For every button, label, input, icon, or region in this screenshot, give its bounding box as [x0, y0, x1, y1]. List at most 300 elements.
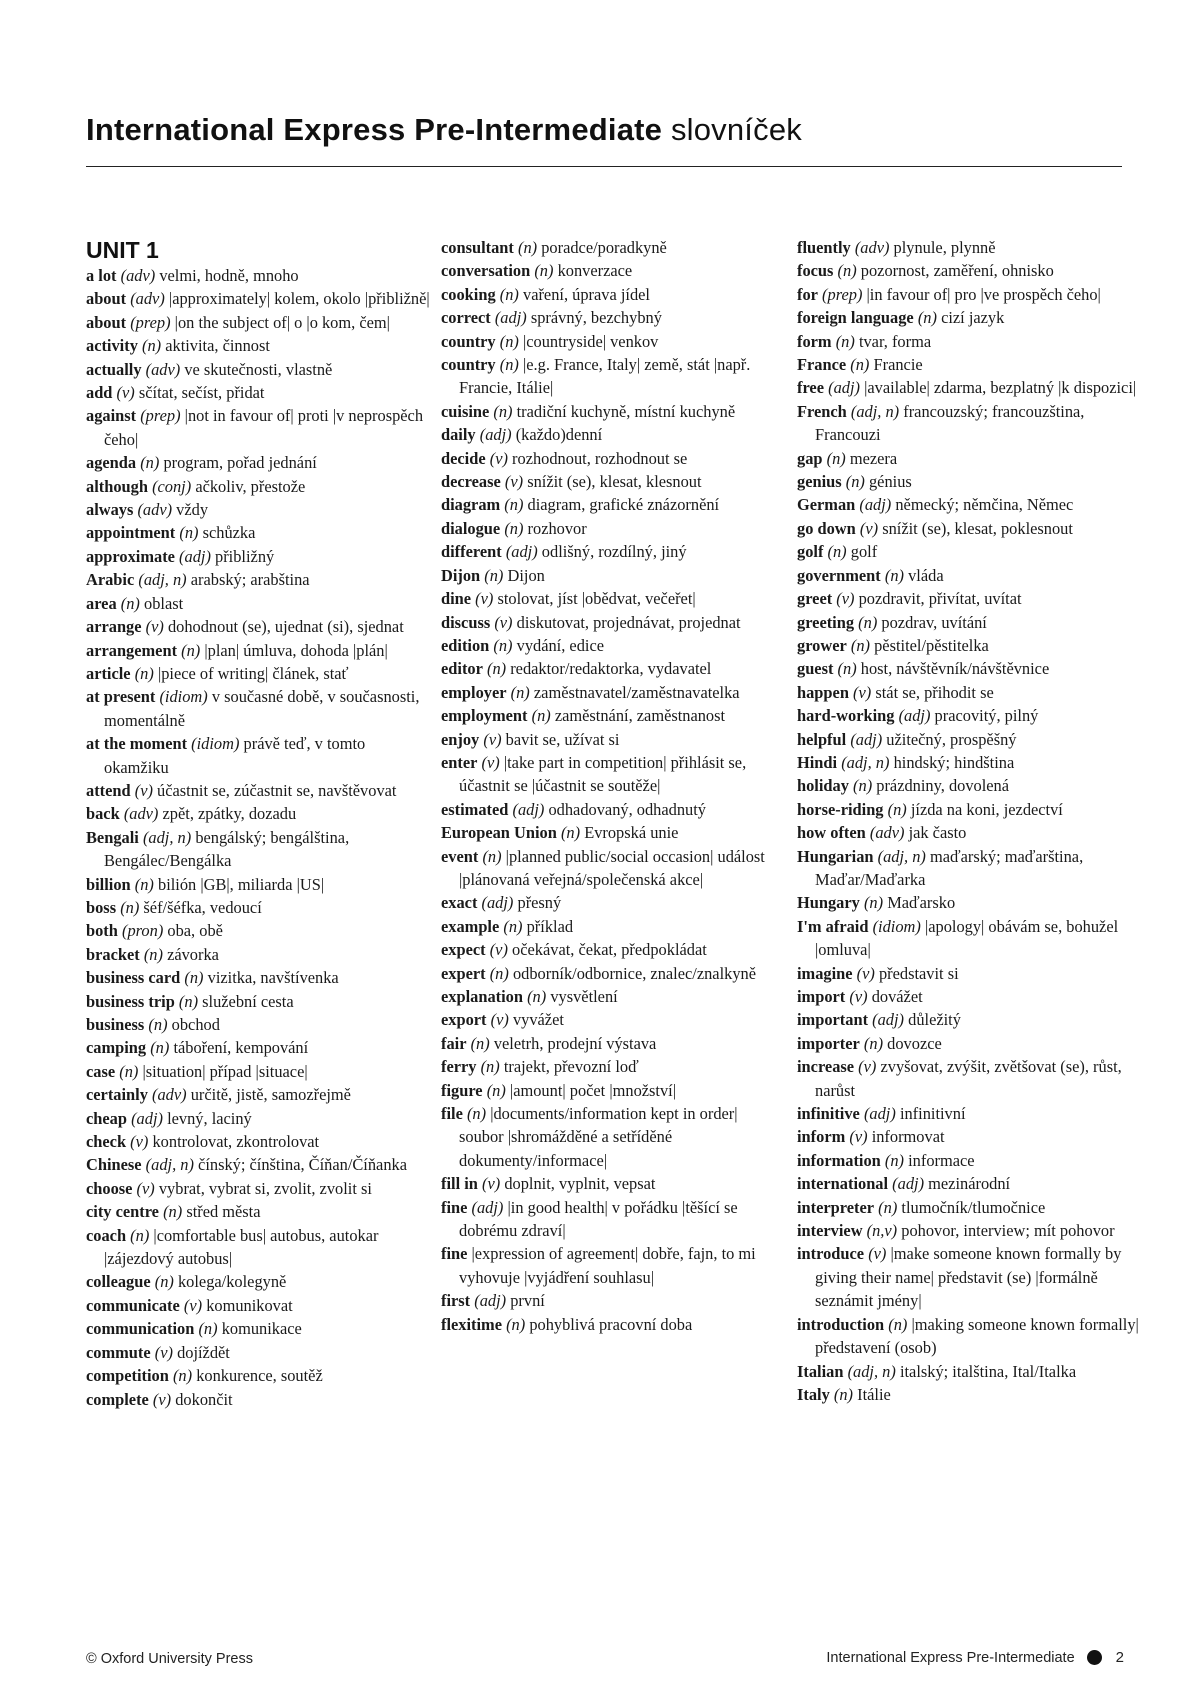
glossary-entry: [86, 826, 431, 873]
entry-part-of-speech: (adj): [898, 706, 931, 726]
glossary-entry: [797, 1313, 1142, 1360]
entry-headword: decrease: [441, 472, 501, 492]
entry-translation: oba, obě: [167, 921, 223, 941]
entry-translation: dokončit: [175, 1389, 233, 1409]
entry-part-of-speech: (n): [120, 897, 140, 917]
entry-headword: flexitime: [441, 1314, 502, 1334]
entry-part-of-speech: (n): [480, 1057, 500, 1077]
entry-headword: a lot: [86, 266, 117, 285]
entry-part-of-speech: (adv): [120, 266, 156, 285]
glossary-entry: [86, 990, 431, 1013]
entry-headword: horse-riding: [797, 799, 884, 819]
entry-translation: očekávat, čekat, předpokládat: [512, 940, 707, 960]
entry-part-of-speech: (n): [154, 1272, 174, 1292]
entry-translation: Francie: [873, 355, 923, 375]
glossary-entry: [797, 493, 1142, 516]
entry-translation: v současné době, v současnosti, momentálně: [104, 687, 420, 730]
entry-part-of-speech: (adj): [479, 425, 512, 445]
glossary-entry: [441, 821, 786, 844]
entry-headword: correct: [441, 308, 491, 328]
entry-headword: go down: [797, 518, 856, 538]
glossary-entry: [86, 521, 431, 544]
glossary-entry: [441, 1196, 786, 1243]
entry-part-of-speech: (n): [510, 682, 530, 702]
entry-translation: snížit (se), klesat, klesnout: [527, 472, 702, 492]
entry-translation: vyvážet: [512, 1010, 564, 1030]
entry-part-of-speech: (n): [833, 1384, 854, 1404]
entry-translation: odlišný, rozdílný, jiný: [541, 542, 687, 562]
entry-part-of-speech: (n): [863, 893, 884, 913]
entry-part-of-speech: (v): [482, 1174, 501, 1194]
entry-translation: pozdravit, přivítat, uvítat: [858, 589, 1022, 609]
entry-part-of-speech: (n): [486, 659, 507, 679]
entry-headword: expert: [441, 963, 486, 983]
entry-part-of-speech: (n): [878, 1197, 898, 1217]
entry-translation: rozhovor: [527, 518, 587, 538]
glossary-entry: [86, 1224, 431, 1271]
entry-translation: dojíždět: [177, 1342, 230, 1362]
entry-headword: billion: [86, 874, 131, 894]
entry-part-of-speech: (v): [504, 472, 524, 492]
entry-part-of-speech: (v): [145, 617, 164, 637]
entry-headword: inform: [797, 1127, 846, 1147]
entry-translation: vaření, úprava jídel: [523, 284, 650, 304]
glossary-entry: [86, 451, 431, 474]
entry-headword: arrange: [86, 617, 142, 637]
entry-part-of-speech: (prep): [140, 406, 181, 426]
glossary-entry: [86, 802, 431, 825]
entry-translation: obchod: [171, 1015, 220, 1034]
entry-headword: event: [441, 846, 479, 866]
entry-headword: how often: [797, 823, 866, 843]
entry-translation: komunikace: [221, 1319, 302, 1339]
bullet-dot-icon: [1087, 1650, 1102, 1665]
glossary-entry: [441, 891, 786, 914]
entry-translation: |on the subject of| o |o kom, čem|: [174, 312, 390, 332]
glossary-entry: [86, 311, 431, 334]
entry-headword: Italian: [797, 1361, 844, 1381]
glossary-entry: [86, 943, 431, 966]
entry-headword: information: [797, 1150, 881, 1170]
glossary-entry: [797, 798, 1142, 821]
entry-part-of-speech: (adv): [123, 804, 159, 824]
entry-translation: odhadovaný, odhadnutý: [548, 799, 706, 819]
glossary-entry: [441, 283, 786, 306]
glossary-entry: [441, 1032, 786, 1055]
entry-part-of-speech: (n): [130, 1225, 150, 1245]
entry-part-of-speech: (n): [887, 799, 907, 819]
glossary-entry: [441, 704, 786, 727]
glossary-entry: [797, 962, 1142, 985]
entry-part-of-speech: (idiom): [872, 916, 921, 936]
entry-headword: employer: [441, 682, 507, 702]
entry-part-of-speech: (v): [849, 987, 868, 1006]
entry-translation: pohyblivá pracovní doba: [529, 1314, 693, 1334]
entry-translation: |comfortable bus| autobus, autokar |zájezdový autobus|: [104, 1225, 379, 1269]
entry-part-of-speech: (adj): [872, 1010, 905, 1030]
glossary-entry: [86, 732, 431, 779]
glossary-entry: [441, 353, 786, 400]
glossary-entry: [441, 587, 786, 610]
glossary-entry: [86, 498, 431, 521]
entry-translation: schůzka: [202, 523, 256, 543]
entry-headword: fluently: [797, 238, 851, 257]
entry-headword: competition: [86, 1366, 169, 1386]
entry-part-of-speech: (idiom): [191, 734, 240, 754]
entry-headword: imagine: [797, 963, 853, 983]
entry-headword: colleague: [86, 1272, 151, 1292]
entry-part-of-speech: (v): [475, 589, 494, 609]
entry-translation: bavit se, užívat si: [505, 729, 620, 749]
entry-headword: I'm afraid: [797, 916, 869, 936]
entry-headword: Arabic: [86, 570, 135, 590]
entry-headword: international: [797, 1174, 889, 1194]
glossary-entry: [797, 1125, 1142, 1148]
glossary-entry: [797, 704, 1142, 727]
glossary-entry: [86, 1364, 431, 1387]
entry-translation: představit si: [878, 963, 959, 983]
glossary-entry: [797, 447, 1142, 470]
entry-translation: vizitka, navštívenka: [207, 968, 339, 988]
entry-headword: helpful: [797, 729, 847, 749]
entry-translation: Maďarsko: [887, 893, 956, 913]
entry-part-of-speech: (adj): [512, 799, 545, 819]
entry-headword: communication: [86, 1319, 195, 1339]
entry-part-of-speech: (n): [499, 331, 519, 351]
entry-translation: správný, bezchybný: [530, 308, 662, 328]
entry-headword: both: [86, 921, 118, 941]
entry-translation: mezera: [849, 448, 898, 468]
glossary-entry: [797, 634, 1142, 657]
glossary-entry: [86, 358, 431, 381]
glossary-column-1: [86, 236, 431, 1411]
entry-translation: maďarský; maďarština, Maďar/Maďarka: [815, 846, 1084, 889]
glossary-entry: [797, 985, 1142, 1008]
entry-translation: |apology| obávám se, bohužel |omluva|: [815, 916, 1119, 960]
entry-translation: užitečný, prospěšný: [886, 729, 1017, 749]
entry-headword: check: [86, 1132, 127, 1152]
glossary-entry: [86, 381, 431, 404]
entry-headword: area: [86, 593, 117, 613]
entry-headword: communicate: [86, 1295, 180, 1315]
glossary-entry: [797, 259, 1142, 282]
entry-headword: form: [797, 331, 832, 351]
entry-part-of-speech: (v): [856, 963, 875, 983]
glossary-entry: [797, 540, 1142, 563]
entry-translation: pracovitý, pilný: [934, 706, 1039, 726]
entry-part-of-speech: (v): [490, 1010, 509, 1030]
entry-headword: file: [441, 1104, 463, 1124]
entry-translation: |e.g. France, Italy| země, stát |např. Francie, Itálie|: [459, 355, 751, 398]
entry-headword: guest: [797, 659, 834, 679]
entry-part-of-speech: (n): [858, 612, 878, 632]
entry-part-of-speech: (n): [482, 846, 502, 866]
entry-part-of-speech: (v): [154, 1342, 173, 1362]
entry-translation: závorka: [167, 944, 219, 964]
entry-headword: coach: [86, 1225, 127, 1245]
entry-part-of-speech: (adj): [828, 378, 860, 398]
entry-translation: program, pořad jednání: [163, 453, 317, 473]
glossary-entry: [441, 728, 786, 751]
glossary-entry: [86, 685, 431, 732]
entry-translation: |in favour of| pro |ve prospěch čeho|: [866, 284, 1101, 304]
entry-headword: agenda: [86, 453, 137, 473]
entry-translation: táboření, kempování: [173, 1038, 309, 1058]
entry-part-of-speech: (n): [560, 823, 581, 843]
entry-part-of-speech: (n): [499, 355, 519, 375]
entry-headword: foreign language: [797, 308, 914, 328]
glossary-entry: [797, 1196, 1142, 1219]
entry-translation: |situation| případ |situace|: [142, 1061, 308, 1081]
glossary-entry: [86, 1317, 431, 1340]
entry-part-of-speech: (v): [858, 1057, 877, 1077]
entry-headword: article: [86, 663, 131, 683]
glossary-entry: [797, 1172, 1142, 1195]
entry-part-of-speech: (n): [837, 261, 857, 281]
entry-part-of-speech: (n): [531, 706, 551, 726]
entry-part-of-speech: (v): [152, 1389, 172, 1409]
glossary-entry: [797, 236, 1142, 259]
entry-headword: business trip: [86, 991, 175, 1011]
entry-part-of-speech: (n): [845, 472, 865, 492]
entry-translation: cizí jazyk: [941, 308, 1005, 328]
entry-part-of-speech: (n): [835, 331, 855, 351]
entry-headword: genius: [797, 472, 842, 492]
entry-headword: fine: [441, 1244, 468, 1264]
glossary-entry: [86, 1013, 431, 1036]
entry-part-of-speech: (v): [136, 1178, 155, 1198]
entry-translation: dovozce: [887, 1033, 942, 1053]
entry-part-of-speech: (n): [470, 1033, 490, 1053]
glossary-entry: [441, 1313, 786, 1336]
entry-translation: určitě, jistě, samozřejmě: [190, 1085, 351, 1105]
entry-translation: Evropská unie: [584, 823, 679, 843]
glossary-entry: [797, 1032, 1142, 1055]
entry-headword: choose: [86, 1178, 133, 1198]
entry-headword: although: [86, 476, 148, 496]
entry-translation: velmi, hodně, mnoho: [159, 266, 299, 285]
entry-translation: rozhodnout, rozhodnout se: [512, 448, 688, 468]
entry-part-of-speech: (n): [486, 1080, 506, 1100]
entry-part-of-speech: (v): [849, 1127, 868, 1147]
entry-part-of-speech: (n): [527, 987, 547, 1006]
entry-part-of-speech: (n): [466, 1104, 487, 1124]
entry-part-of-speech: (n): [884, 565, 904, 585]
entry-part-of-speech: (v): [183, 1295, 203, 1315]
entry-headword: attend: [86, 780, 131, 800]
entry-part-of-speech: (adv): [152, 1085, 187, 1105]
entry-headword: enter: [441, 752, 478, 772]
glossary-entry: [441, 938, 786, 961]
entry-translation: |making someone known formally| představení (osob): [815, 1314, 1139, 1358]
entry-translation: italský; italština, Ital/Italka: [899, 1361, 1077, 1381]
glossary-entry: [441, 915, 786, 938]
glossary-entry: [86, 1270, 431, 1293]
entry-translation: kontrolovat, zkontrolovat: [152, 1132, 320, 1152]
entry-headword: Hungarian: [797, 846, 874, 866]
entry-headword: daily: [441, 425, 476, 445]
entry-headword: against: [86, 406, 137, 426]
entry-translation: hindský; hindština: [893, 752, 1015, 772]
entry-part-of-speech: (adj, n): [841, 752, 890, 772]
footer-book-info: [826, 1649, 1124, 1666]
entry-headword: at present: [86, 687, 156, 707]
entry-part-of-speech: (n): [506, 1314, 526, 1334]
entry-headword: importer: [797, 1033, 860, 1053]
glossary-entry: [86, 1341, 431, 1364]
entry-headword: important: [797, 1010, 869, 1030]
entry-translation: tradiční kuchyně, místní kuchyně: [516, 401, 736, 421]
entry-part-of-speech: (n): [140, 453, 160, 473]
entry-headword: employment: [441, 706, 528, 726]
entry-translation: přibližný: [215, 546, 275, 566]
entry-headword: focus: [797, 261, 834, 281]
entry-translation: Itálie: [857, 1384, 891, 1404]
entry-part-of-speech: (n): [119, 1061, 139, 1081]
entry-part-of-speech: (n): [181, 640, 201, 660]
entry-headword: actually: [86, 359, 142, 379]
glossary-entry: [441, 657, 786, 680]
glossary-entry: [86, 334, 431, 357]
entry-part-of-speech: (adj): [481, 893, 514, 913]
entry-part-of-speech: (adj, n): [138, 570, 187, 590]
entry-translation: konkurence, soutěž: [196, 1366, 323, 1386]
glossary-entry: [797, 774, 1142, 797]
glossary-entry: [797, 517, 1142, 540]
entry-headword: discuss: [441, 612, 491, 632]
entry-headword: golf: [797, 542, 824, 562]
glossary-entry: [86, 896, 431, 919]
entry-part-of-speech: (adv): [130, 289, 165, 309]
entry-part-of-speech: (n): [134, 874, 154, 894]
entry-headword: cheap: [86, 1108, 127, 1128]
entry-part-of-speech: (adj, n): [847, 1361, 896, 1381]
entry-translation: oblast: [144, 593, 184, 613]
entry-translation: |piece of writing| článek, stať: [157, 663, 349, 683]
glossary-entry: [441, 1289, 786, 1312]
entry-translation: odborník/odbornice, znalec/znalkyně: [512, 963, 756, 983]
glossary-entry: [86, 1153, 431, 1176]
entry-part-of-speech: (adj): [892, 1174, 925, 1194]
entry-headword: Bengali: [86, 827, 139, 847]
glossary-entry: [86, 966, 431, 989]
entry-translation: zaměstnavatel/zaměstnavatelka: [533, 682, 740, 702]
entry-translation: pozornost, zaměření, ohnisko: [860, 261, 1054, 281]
entry-headword: ferry: [441, 1057, 477, 1077]
entry-headword: decide: [441, 448, 486, 468]
entry-translation: infinitivní: [899, 1104, 966, 1124]
entry-translation: zaměstnání, zaměstnanost: [554, 706, 726, 726]
glossary-entry: [797, 915, 1142, 962]
glossary-entry: [441, 330, 786, 353]
glossary-entry: [441, 962, 786, 985]
entry-part-of-speech: (v): [836, 589, 855, 609]
entry-part-of-speech: (adj, n): [145, 1155, 194, 1175]
glossary-entry: [86, 662, 431, 685]
entry-headword: grower: [797, 635, 847, 655]
entry-headword: always: [86, 500, 134, 520]
entry-headword: France: [797, 355, 847, 375]
entry-translation: příklad: [526, 916, 574, 936]
entry-translation: |expression of agreement| dobře, fajn, to mi vyhovuje |vyjádření souhlasu|: [459, 1244, 756, 1287]
entry-part-of-speech: (n): [120, 593, 140, 613]
entry-headword: exact: [441, 893, 478, 913]
glossary-entry: [441, 493, 786, 516]
entry-headword: cooking: [441, 284, 496, 304]
glossary-entry: [797, 821, 1142, 844]
glossary-entry: [797, 1008, 1142, 1031]
entry-part-of-speech: (v): [489, 940, 508, 960]
unit-heading: UNIT 1: [86, 237, 159, 263]
entry-headword: add: [86, 383, 113, 403]
entry-part-of-speech: (v): [481, 752, 500, 772]
entry-translation: zpět, zpátky, dozadu: [162, 804, 297, 824]
entry-part-of-speech: (adj): [863, 1104, 896, 1124]
entry-headword: country: [441, 331, 496, 351]
entry-headword: infinitive: [797, 1104, 860, 1124]
entry-part-of-speech: (v): [116, 383, 135, 403]
glossary-entry: [797, 1383, 1142, 1406]
entry-part-of-speech: (v): [868, 1244, 887, 1264]
entry-headword: expect: [441, 940, 486, 960]
page-title: [86, 112, 802, 148]
glossary-entry: [86, 592, 431, 615]
glossary-entry: [86, 287, 431, 310]
entry-headword: case: [86, 1061, 116, 1081]
entry-headword: fill in: [441, 1174, 478, 1194]
entry-translation: golf: [850, 542, 878, 562]
glossary-entry: [441, 1008, 786, 1031]
glossary-entry: [441, 447, 786, 470]
entry-headword: Hungary: [797, 893, 860, 913]
entry-headword: city centre: [86, 1202, 159, 1222]
glossary-entry: [797, 306, 1142, 329]
glossary-entry: [86, 1177, 431, 1200]
entry-translation: mezinárodní: [928, 1174, 1011, 1194]
entry-headword: for: [797, 284, 818, 304]
entry-translation: bilión |GB|, miliarda |US|: [158, 874, 325, 894]
entry-translation: |make someone known formally by giving their name| představit (se) |formálně seznámit jmény|: [815, 1244, 1122, 1311]
entry-headword: approximate: [86, 546, 175, 566]
title-rule: [86, 166, 1122, 167]
entry-part-of-speech: (n): [863, 1033, 884, 1053]
entry-part-of-speech: (n): [489, 963, 509, 983]
entry-translation: plynule, plynně: [893, 238, 996, 257]
entry-part-of-speech: (n): [150, 1038, 170, 1058]
entry-translation: vláda: [908, 565, 944, 585]
glossary-entry: [86, 568, 431, 591]
entry-headword: holiday: [797, 776, 849, 796]
entry-translation: důležitý: [908, 1010, 961, 1030]
entry-part-of-speech: (n): [827, 542, 847, 562]
entry-headword: boss: [86, 897, 117, 917]
copyright-notice: © Oxford University Press: [86, 1651, 253, 1667]
entry-part-of-speech: (adv): [869, 823, 905, 843]
entry-headword: greet: [797, 589, 833, 609]
entry-headword: consultant: [441, 238, 514, 257]
entry-part-of-speech: (n): [850, 355, 870, 375]
glossary-entry: [86, 779, 431, 802]
entry-part-of-speech: (n): [504, 518, 524, 538]
glossary-entry: [441, 798, 786, 821]
entry-part-of-speech: (prep): [130, 312, 171, 332]
entry-headword: different: [441, 542, 502, 562]
entry-headword: country: [441, 355, 496, 375]
entry-part-of-speech: (prep): [822, 284, 863, 304]
entry-translation: doplnit, vyplnit, vepsat: [504, 1174, 656, 1194]
entry-headword: greeting: [797, 612, 855, 632]
entry-headword: first: [441, 1291, 471, 1311]
